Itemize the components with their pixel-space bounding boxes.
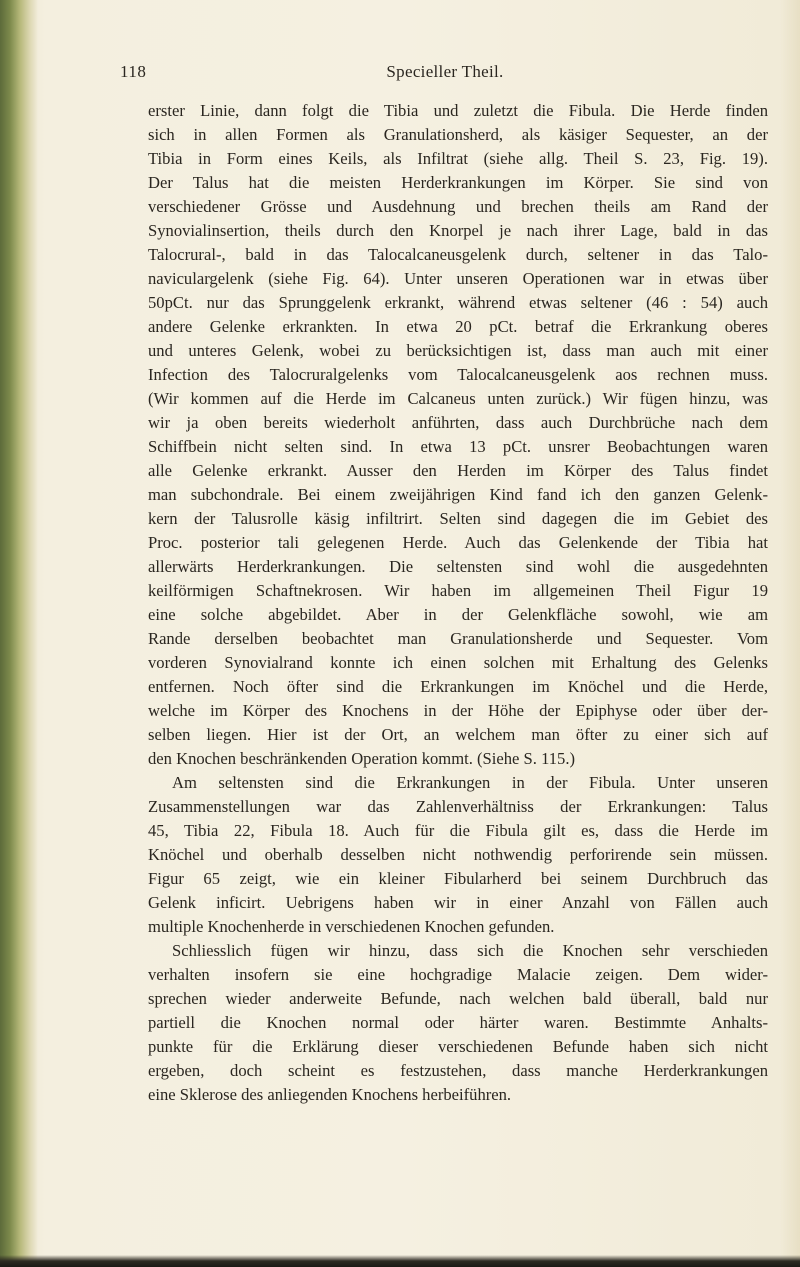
text-line: Knöchel und oberhalb desselben nicht nothwendig perforirende sein müssen. — [148, 845, 768, 864]
text-line: verhalten insofern sie eine hochgradige Malacie zeigen. Dem wider- — [148, 965, 768, 984]
text-line: Synovialinsertion, theils durch den Knorpel je nach ihrer Lage, bald in das — [148, 221, 768, 240]
text-line: vorderen Synovialrand konnte ich einen solchen mit Erhaltung des Gelenks — [148, 653, 768, 672]
text-line: erster Linie, dann folgt die Tibia und zuletzt die Fibula. Die Herde finden — [148, 101, 768, 120]
text-line: Infection des Talocruralgelenks vom Talocalcaneusgelenk aos rechnen muss. — [148, 365, 768, 384]
text-line: 45, Tibia 22, Fibula 18. Auch für die Fibula gilt es, dass die Herde im — [148, 821, 768, 840]
text-line: naviculargelenk (siehe Fig. 64). Unter unseren Operationen war in etwas über — [148, 269, 768, 288]
text-line: keilförmigen Schaftnekrosen. Wir haben im allgemeinen Theil Figur 19 — [148, 581, 768, 600]
text-line: welche im Körper des Knochens in der Höhe der Epiphyse oder über der- — [148, 701, 768, 720]
text-line: sprechen wieder anderweite Befunde, nach welchen bald überall, bald nur — [148, 989, 768, 1008]
text-line: wir ja oben bereits wiederholt anführten, dass auch Durchbrüche nach dem — [148, 413, 768, 432]
running-title: Specieller Theil. — [386, 62, 504, 81]
text-line: allerwärts Herderkrankungen. Die seltensten sind wohl die ausgedehnten — [148, 557, 768, 576]
text-line: man subchondrale. Bei einem zweijährigen Kind fand ich den ganzen Gelenk- — [148, 485, 768, 504]
text-line: punkte für die Erklärung dieser verschiedenen Befunde haben sich nicht — [148, 1037, 768, 1056]
text-line: Figur 65 zeigt, wie ein kleiner Fibularherd bei seinem Durchbruch das — [148, 869, 768, 888]
text-line: verschiedener Grösse und Ausdehnung und brechen theils am Rand der — [148, 197, 768, 216]
text-line: kern der Talusrolle käsig infiltrirt. Selten sind dagegen die im Gebiet des — [148, 509, 768, 528]
text-line: selben liegen. Hier ist der Ort, an welchem man öfter zu einer sich auf — [148, 725, 768, 744]
text-line: Rande derselben beobachtet man Granulationsherde und Sequester. Vom — [148, 629, 768, 648]
text-line: 50pCt. nur das Sprunggelenk erkrankt, während etwas seltener (46 : 54) auch — [148, 293, 768, 312]
text-line: Der Talus hat die meisten Herderkrankungen im Körper. Sie sind von — [148, 173, 768, 192]
text-line: partiell die Knochen normal oder härter waren. Bestimmte Anhalts- — [148, 1013, 768, 1032]
text-line: Gelenk inficirt. Uebrigens haben wir in einer Anzahl von Fällen auch — [148, 893, 768, 912]
text-line: Schliesslich fügen wir hinzu, dass sich die Knochen sehr verschieden — [172, 941, 768, 960]
text-line: Am seltensten sind die Erkrankungen in der Fibula. Unter unseren — [172, 773, 768, 792]
body-text — [148, 99, 768, 1107]
text-line: andere Gelenke erkrankten. In etwa 20 pCt. betraf die Erkrankung oberes — [148, 317, 768, 336]
running-head — [120, 62, 770, 92]
text-line: alle Gelenke erkrankt. Ausser den Herden im Körper des Talus findet — [148, 461, 768, 480]
text-line: und unteres Gelenk, wobei zu berücksichtigen ist, dass man auch mit einer — [148, 341, 768, 360]
text-line: Schiffbein nicht selten sind. In etwa 13 pCt. unsrer Beobachtungen waren — [148, 437, 768, 456]
text-line: ergeben, doch scheint es festzustehen, dass manche Herderkrankungen — [148, 1061, 768, 1080]
text-line: den Knochen beschränkenden Operation kommt. (Siehe S. 115.) — [148, 749, 576, 768]
text-line: multiple Knochenherde in verschiedenen Knochen gefunden. — [148, 917, 555, 936]
text-line: sich in allen Formen als Granulationsherd, als käsiger Sequester, an der — [148, 125, 768, 144]
text-line: Proc. posterior tali gelegenen Herde. Auch das Gelenkende der Tibia hat — [148, 533, 768, 552]
text-line: Talocrural-, bald in das Talocalcaneusgelenk durch, seltener in das Talo- — [148, 245, 768, 264]
text-line: eine solche abgebildet. Aber in der Gelenkfläche sowohl, wie am — [148, 605, 768, 624]
page-number: 118 — [120, 62, 147, 81]
text-line: (Wir kommen auf die Herde im Calcaneus unten zurück.) Wir fügen hinzu, was — [148, 389, 768, 408]
text-line: Tibia in Form eines Keils, als Infiltrat (siehe allg. Theil S. 23, Fig. 19). — [148, 149, 768, 168]
page-binding-edge — [0, 0, 38, 1267]
text-line: entfernen. Noch öfter sind die Erkrankungen im Knöchel und die Herde, — [148, 677, 768, 696]
scan-bottom-edge — [0, 1255, 800, 1267]
text-line: eine Sklerose des anliegenden Knochens herbeiführen. — [148, 1085, 512, 1104]
text-line: Zusammenstellungen war das Zahlenverhältniss der Erkrankungen: Talus — [148, 797, 768, 816]
